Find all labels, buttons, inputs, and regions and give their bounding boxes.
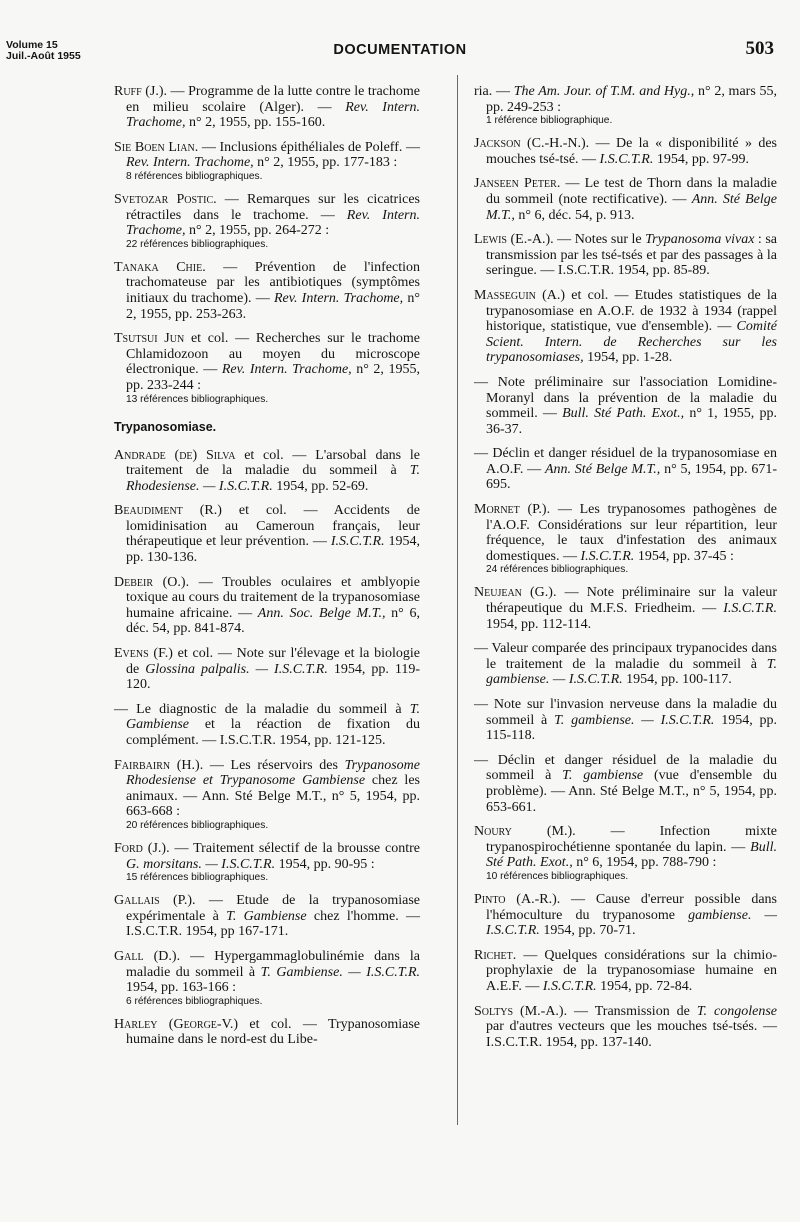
entry-references-count: 10 références bibliographiques. [486,870,629,882]
entry-journal: Rev. Intern. Trachome, [221,362,352,378]
entry-tail: chez les animaux. — Ann. Sté Belge M.T., n° 5, 1954, pp. 663-668 : [126,773,420,820]
entry-tail: n° 6, 1954, pp. 788-790 : [572,855,717,871]
left-column [114,84,420,1057]
entry-journal: The Am. Jour. of T.M. and Hyg., [513,84,695,99]
bibliography-entry [114,140,420,183]
entry-tail: n° 6, déc. 54, p. 913. [514,207,635,223]
bibliography-entry [474,136,777,167]
entry-tail: 1954, pp. 119-120. [126,661,420,693]
entry-tail: 1954, pp. 130-136. [126,534,420,566]
entry-journal: Glossina palpalis. — I.S.C.T.R. [145,661,328,677]
entry-text: — Hypergammaglobulinémie dans la maladie du sommeil à [126,948,420,980]
page-title: DOCUMENTATION [333,42,467,58]
bibliography-entry [114,893,420,940]
entry-text: — Note préliminaire sur la valeur thérapeutique du M.F.S. Friedheim. — [486,585,777,617]
entry-text: et col. — Etudes statistiques de la trypanosomiase en A.O.F. de 1932 à 1934 (rappel historique, statistique, vue d'ensemble). — [486,287,777,335]
entry-author: Debeir (O.). [114,574,190,590]
entry-tail: chez l'homme. — I.S.C.T.R. 1954, pp 167-171. [126,908,421,940]
entry-tail: 1954, pp. 100-117. [622,672,732,688]
right-column [474,84,777,1059]
entry-text: — Transmission de [567,1003,697,1019]
bibliography-entry [114,84,420,131]
bibliography-entry [474,1004,777,1051]
bibliography-entry [114,260,420,322]
entry-author: Harley (George-V.) [114,1016,239,1032]
entry-author: Ruff (J.). [114,84,167,99]
entry-text: — Traitement sélectif de la brousse contre [169,840,420,856]
entry-journal: gambiense. — I.S.C.T.R. [486,907,778,939]
entry-journal: I.S.C.T.R. [580,548,635,564]
bibliography-entry [114,503,420,565]
entry-text: — Déclin et danger résiduel de la trypanosomiase en A.O.F. — [474,446,777,477]
right-entries [474,84,777,1050]
entry-text: et col. — Note sur l'élevage et la biologie de [126,646,421,677]
entry-journal: Bull. Sté Path. Exot., [486,839,777,871]
page-header [0,0,800,80]
entry-tail: par d'autres vecteurs que les mouches tsé-tsés. — I.S.C.T.R. 1954, pp. 137-140. [486,1019,777,1050]
issue-date: Juil.-Août 1955 [6,50,81,62]
entry-text: — Note préliminaire sur l'association Lomidine-Moranyl dans la prévention de la maladie du sommeil. — [474,374,777,422]
entry-text: — Les réservoirs des [203,757,345,773]
entry-journal: Rev. Intern. Trachome, [274,290,404,306]
entry-author: Neujean (G.). [474,585,557,601]
entry-author: Fairbairn (H.). [114,757,204,773]
entry-author: Evens (F.) [114,646,173,662]
entry-author: Jackson (C.-H.-N.). [474,136,590,152]
entry-tail: n° 2, 1955, pp. 264-272 : [185,223,330,239]
entry-text: et col. — Accidents de lomidinisation au Cameroun français, leur thérapeutique et leur prévention. — [126,503,420,550]
entry-journal: T. gambiense. — I.S.C.T.R. [554,712,715,728]
entry-tail: 1954, pp. 72-84. [596,978,693,994]
entry-journal: T. gambiense. — I.S.C.T.R. [486,656,777,688]
entry-text: — Programme de la lutte contre le trachome en milieu scolaire (Alger). — [126,84,420,115]
entry-text: — Etude de la trypanosomiase expérimentale à [126,893,420,924]
entry-journal: Bull. Sté Path. Exot., [562,406,685,422]
entry-text: — Remarques sur les cicatrices rétractiles dans le trachome. — [126,191,420,223]
entry-author: Pinto (A.-R.). [474,891,561,907]
entry-references-count: 8 références bibliographiques. [126,170,263,182]
entry-tail: 1954, pp. 97-99. [653,151,750,167]
bibliography-entry [474,502,777,576]
bibliography-entry [474,641,777,688]
entry-tail: 1954, pp. 52-69. [272,478,369,494]
entry-references-count: 22 références bibliographiques. [126,238,269,250]
entry-author: Andrade (de) Silva [114,447,236,463]
entry-tail: n° 6, déc. 54, pp. 841-874. [126,605,420,637]
entry-author: Soltys (M.-A.). [474,1003,568,1019]
entry-text: — Troubles oculaires et amblyopie toxique au cours du traitement de la trypanosomiase humaine africaine. — [126,574,420,621]
entry-tail: 1954, pp. 90-95 : [275,856,375,872]
bibliography-entry [474,585,777,632]
entry-journal: I.S.C.T.R. [330,534,385,550]
entry-author: Sie Boen Lian. [114,139,199,155]
entry-author: Masseguin (A.) [474,287,566,303]
entry-journal: Trypanosome Rhodesiense et Trypanosome Gambiense [126,757,421,789]
bibliography-entry [474,375,777,437]
entry-journal: Rev. Intern. Trachome, [126,155,254,171]
bibliography-entry [114,1017,420,1048]
entry-references-count: 1 référence bibliographique. [486,115,613,127]
entry-text: et col. — Recherches sur le trachome Chlamidozoon au moyen du microscope électronique. — [126,331,420,378]
entry-text: — Déclin et danger résiduel de la maladie du sommeil à [474,752,777,784]
entry-journal: T. congolense [696,1003,777,1019]
entry-tail: 1954, pp. 163-166 : [126,980,237,996]
entry-text: et col. — L'arsobal dans le traitement de la maladie du sommeil à [126,447,420,479]
bibliography-entry [114,949,420,1008]
entry-journal: Comité Scient. Intern. de Recherches sur les trypanosomiases, [486,319,777,366]
entry-tail: n° 2, 1955, pp. 233-244 : [126,362,420,393]
entry-references-count: 6 références bibliographiques. [126,995,263,1007]
entry-text: ria. — [474,84,514,99]
entry-author: Noury (M.). [474,824,576,840]
entry-text: — Le test de Thorn dans la maladie du sommeil (note rectificative). — [486,176,777,207]
bibliography-entry [474,84,777,127]
entry-references-count: 15 références bibliographiques. [126,872,269,884]
entry-journal: T. gambiense [562,768,644,784]
entry-tail: 1954, pp. 37-45 : [634,548,734,564]
entry-references-count: 20 références bibliographiques. [126,819,269,831]
entry-journal: T. Gambiense [126,701,420,733]
entry-text: — Les trypanosomes pathogènes de l'A.O.F. Considérations sur leur répartition, leur fréquence, le taux d'infestation des animaux domestiques. — [486,502,777,564]
entry-tail: n° 2, 1955, pp. 155-160. [185,115,326,131]
entry-tail: n° 1, 1955, pp. 36-37. [486,406,777,437]
entry-tail: n° 5, 1954, pp. 671-695. [486,461,777,493]
bibliography-entry [114,758,420,832]
entry-author: Svetozar Postic. [114,191,217,207]
entry-author: Mornet (P.). [474,502,551,518]
bibliography-entry [474,892,777,939]
column-divider [457,75,458,1125]
bibliography-entry [474,753,777,815]
entry-author: Beaudiment (R.) [114,503,222,519]
entry-text: — Prévention de l'infection trachomateuse par les antibiotiques (symptômes initiaux du trachome). — [126,259,420,306]
bibliography-entry [114,646,420,693]
volume-number: Volume 15 [6,39,58,51]
entry-journal: T. Rhodesiense. — I.S.C.T.R. [126,463,420,494]
bibliography-entry [114,331,420,405]
page-number: 503 [745,38,774,59]
entry-text: — Quelques considérations sur la chimio-prophylaxie de la trypanosomiase humaine en A.E.F. — [486,947,777,994]
bibliography-entry [474,232,777,279]
bibliography-entry [114,702,420,749]
entry-journal: T. Gambiense [226,908,307,924]
entry-author: Tanaka Chie. [114,259,206,275]
entry-text: — Inclusions épithéliales de Poleff. — [198,139,420,155]
entry-journal: I.S.C.T.R. [542,978,597,994]
entry-journal: Ann. Sté Belge M.T., [544,461,661,477]
entry-author: Tsutsui Jun [114,331,185,347]
entry-tail: 1954, pp. 115-118. [486,712,777,744]
bibliography-entry [474,446,777,493]
entry-tail: n° 2, mars 55, pp. 249-253 : [486,84,777,115]
entry-journal: Rev. Intern. Trachome, [126,99,421,131]
entry-text: — Notes sur le [553,232,646,248]
entry-text: — Cause d'erreur possible dans l'hémoculture du trypanosome [486,891,777,923]
entry-tail: 1954, pp. 1-28. [583,350,673,366]
entry-tail: : sa transmission par les tsé-tsés et par des passages à la seringue. — I.S.C.T.R. 1954, pp. 85-89. [486,232,777,279]
entry-text: — Infection mixte trypanospirochétienne spontanée du lapin. — [486,824,777,855]
entry-text: — Note sur l'invasion nerveuse dans la maladie du sommeil à [474,697,777,728]
entry-journal: Ann. Sté Belge M.T., [486,191,777,223]
entry-author: Gall (D.). [114,948,181,964]
entry-journal: I.S.C.T.R. [723,601,777,617]
entry-tail: et la réaction de fixation du complément. — I.S.C.T.R. 1954, pp. 121-125. [126,717,420,748]
bibliography-entry [474,176,777,223]
entry-tail: 1954, pp. 112-114. [486,616,592,632]
entry-author: Lewis (E.-A.). [474,232,554,248]
entry-references-count: 24 références bibliographiques. [486,564,629,576]
entry-author: Gallais (P.). [114,893,196,909]
entry-author: Richet. [474,947,517,963]
bibliography-entry [114,448,420,495]
entry-journal: Trypanosoma vivax [645,232,755,248]
entry-tail: n° 2, 1955, pp. 177-183 : [253,155,398,171]
entry-tail: 1954, pp. 70-71. [539,923,636,939]
bibliography-entry [114,575,420,637]
entry-author: Janseen Peter. [474,176,561,192]
entry-journal: Ann. Soc. Belge M.T., [257,605,386,621]
bibliography-entry [474,948,777,995]
bibliography-entry [114,841,420,884]
entry-text: — De la « disponibilité » des mouches tsé-tsé. — [486,136,777,167]
bibliography-entry [474,697,777,744]
entry-journal: G. morsitans. — I.S.C.T.R. [126,856,276,872]
left-entries-trypanosomiase [114,448,420,1048]
bibliography-entry [114,192,420,251]
entry-author: Ford (J.). [114,840,170,856]
entry-tail: (vue d'ensemble du problème). — Ann. Sté Belge M.T., n° 5, 1954, pp. 653-661. [486,768,777,815]
entry-references-count: 13 références bibliographiques. [126,393,269,405]
entry-text: et col. — Trypanosomiase humaine dans le nord-est du Libe- [126,1016,420,1048]
entry-journal: Rev. Intern. Trachome, [126,207,421,239]
entry-text: — Le diagnostic de la maladie du sommeil à [114,701,410,717]
entry-tail: n° 2, 1955, pp. 253-263. [126,290,420,322]
bibliography-entry [474,288,777,366]
section-title: Trypanosomiase. [114,419,217,434]
left-entries-trachome [114,84,420,406]
bibliography-entry [474,824,777,883]
entry-journal: I.S.C.T.R. [599,151,654,167]
entry-text: — Valeur comparée des principaux trypanocides dans le traitement de la maladie du sommeil à [474,641,777,672]
entry-journal: T. Gambiense. — I.S.C.T.R. [260,964,421,980]
